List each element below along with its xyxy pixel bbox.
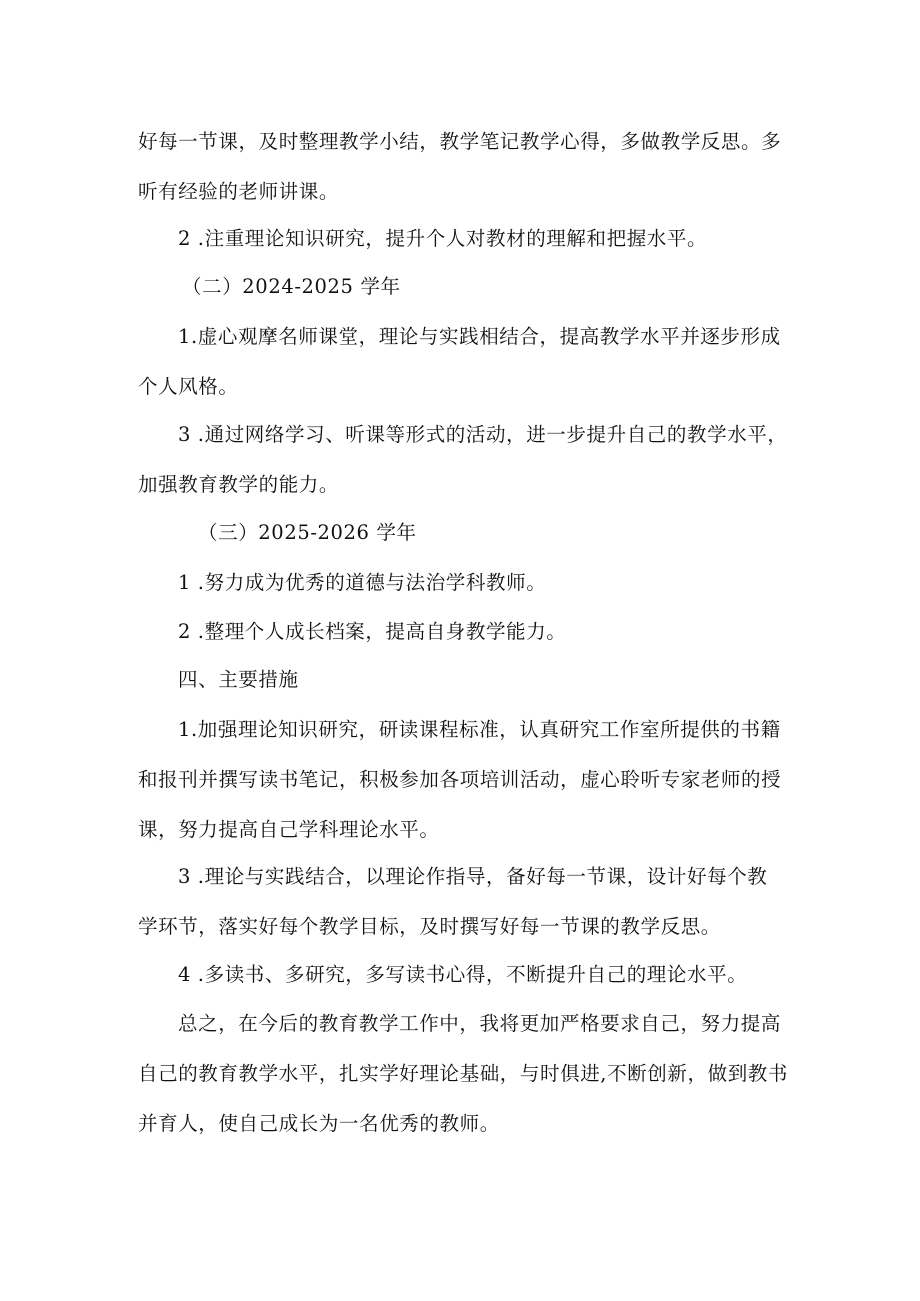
text-line: 总之，在今后的教育教学工作中，我将更加严格要求自己，努力提高 xyxy=(178,1012,782,1035)
text-line: 和报刊并撰写读书笔记，积极参加各项培训活动，虚心聆听专家老师的授 xyxy=(138,768,782,791)
section-heading-measures xyxy=(178,655,828,705)
text-line: 个人风格。 xyxy=(138,375,239,398)
text-line: 4 .多读书、多研究，多写读书心得，不断提升自己的理论水平。 xyxy=(178,963,748,986)
text-line: 1.虚心观摩名师课堂，理论与实践相结合，提高教学水平并逐步形成 xyxy=(178,325,781,348)
text-line: 自己的教育教学水平，扎实学好理论基础，与时俱进,不断创新，做到教书 xyxy=(138,1062,788,1085)
paragraph-measure-1 xyxy=(138,705,788,855)
text-line: 加强教育教学的能力。 xyxy=(138,473,340,496)
text-line: 3 .理论与实践结合，以理论作指导，备好每一节课，设计好每个教 xyxy=(178,865,768,888)
paragraph-continuation xyxy=(138,117,788,217)
text-line: 2 .注重理论知识研究，提升个人对教材的理解和把握水平。 xyxy=(178,227,708,250)
text-line: （二）2024-2025 学年 xyxy=(182,275,401,298)
paragraph-measure-3 xyxy=(138,852,788,952)
text-line: （三）2025-2026 学年 xyxy=(198,521,417,544)
text-line: 1 .努力成为优秀的道德与法治学科教师。 xyxy=(178,571,547,594)
text-line: 听有经验的老师讲课。 xyxy=(138,180,340,203)
text-line: 课，努力提高自己学科理论水平。 xyxy=(138,818,440,841)
paragraph-item-1b xyxy=(178,558,828,608)
paragraph-item-3 xyxy=(138,410,788,510)
text-line: 并育人，使自己成长为一名优秀的教师。 xyxy=(138,1112,500,1135)
text-line: 好每一节课，及时整理教学小结，教学笔记教学心得，多做教学反思。多 xyxy=(138,130,782,153)
paragraph-item-1 xyxy=(138,312,788,412)
text-line: 1.加强理论知识研究，研读课程标准，认真研究工作室所提供的书籍 xyxy=(178,718,781,741)
paragraph-item-2b xyxy=(178,607,828,657)
text-line: 学环节，落实好每个教学目标，及时撰写好每一节课的教学反思。 xyxy=(138,915,721,938)
text-line: 3 .通过网络学习、听课等形式的活动，进一步提升自己的教学水平， xyxy=(178,423,788,446)
paragraph-conclusion xyxy=(138,999,788,1149)
paragraph-item-2 xyxy=(178,214,828,264)
text-line: 四、主要措施 xyxy=(178,668,299,691)
paragraph-measure-4 xyxy=(178,950,828,1000)
section-heading-2025-2026 xyxy=(198,508,848,558)
text-line: 2 .整理个人成长档案，提高自身教学能力。 xyxy=(178,620,567,643)
section-heading-2024-2025 xyxy=(182,262,832,312)
